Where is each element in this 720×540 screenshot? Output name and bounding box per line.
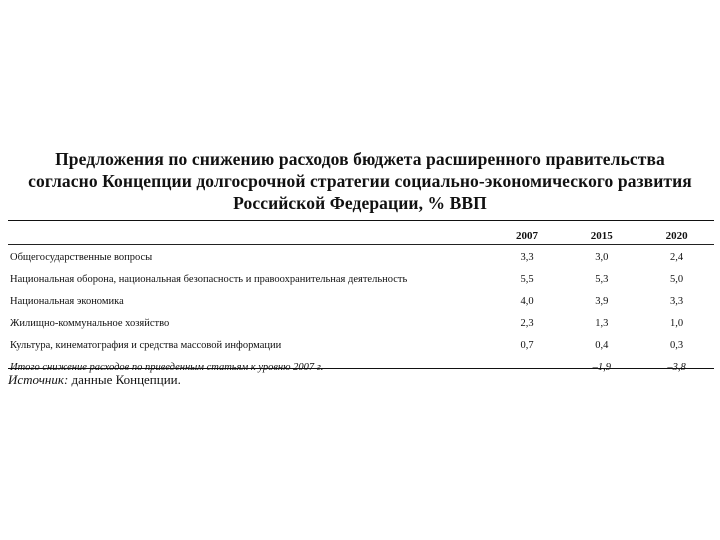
row-label: Общегосударственные вопросы [10, 251, 153, 263]
title-line-2: согласно Концепции долгосрочной стратегии социально-экономического развития [28, 171, 692, 191]
total-label: Итого снижение расходов по приведенным статьям к уровню 2007 г. [10, 361, 324, 373]
source-note [8, 372, 181, 388]
header-label-cell [8, 226, 490, 246]
total-value [490, 356, 565, 378]
title-line-1: Предложения по снижению расходов бюджета расширенного правительства [55, 149, 665, 169]
row-value: 2,3 [520, 317, 534, 329]
row-label: Культура, кинематография и средства массовой информации [10, 339, 282, 351]
table-row [8, 334, 714, 356]
total-value: –3,8 [667, 361, 686, 373]
row-value: 1,0 [670, 317, 684, 329]
row-label: Национальная экономика [10, 295, 124, 307]
row-value: 2,4 [670, 251, 684, 263]
row-value: 5,0 [670, 273, 684, 285]
source-text: данные Концепции. [68, 372, 181, 387]
row-label: Национальная оборона, национальная безопасность и правоохранительная деятельность [10, 273, 408, 285]
row-value: 3,0 [595, 251, 609, 263]
row-value: 0,7 [520, 339, 534, 351]
title-line-3: Российской Федерации, % ВВП [233, 193, 487, 213]
row-value: 3,3 [670, 295, 684, 307]
total-value: –1,9 [592, 361, 611, 373]
header-year-2015: 2015 [590, 230, 613, 242]
row-value: 5,5 [520, 273, 534, 285]
table-row [8, 290, 714, 312]
page-title [0, 148, 720, 214]
row-value: 0,4 [595, 339, 609, 351]
table-header-row [8, 226, 714, 246]
table-row [8, 268, 714, 290]
row-label: Жилищно-коммунальное хозяйство [10, 317, 170, 329]
row-value: 0,3 [670, 339, 684, 351]
header-year-2007: 2007 [516, 230, 539, 242]
expenditure-table [8, 226, 714, 378]
table-row [8, 312, 714, 334]
top-rule [8, 220, 714, 221]
header-year-2020: 2020 [665, 230, 688, 242]
row-value: 3,3 [520, 251, 534, 263]
row-value: 1,3 [595, 317, 609, 329]
row-value: 5,3 [595, 273, 609, 285]
source-label: Источник: [8, 372, 69, 387]
row-value: 4,0 [520, 295, 534, 307]
table-row [8, 246, 714, 268]
row-value: 3,9 [595, 295, 609, 307]
